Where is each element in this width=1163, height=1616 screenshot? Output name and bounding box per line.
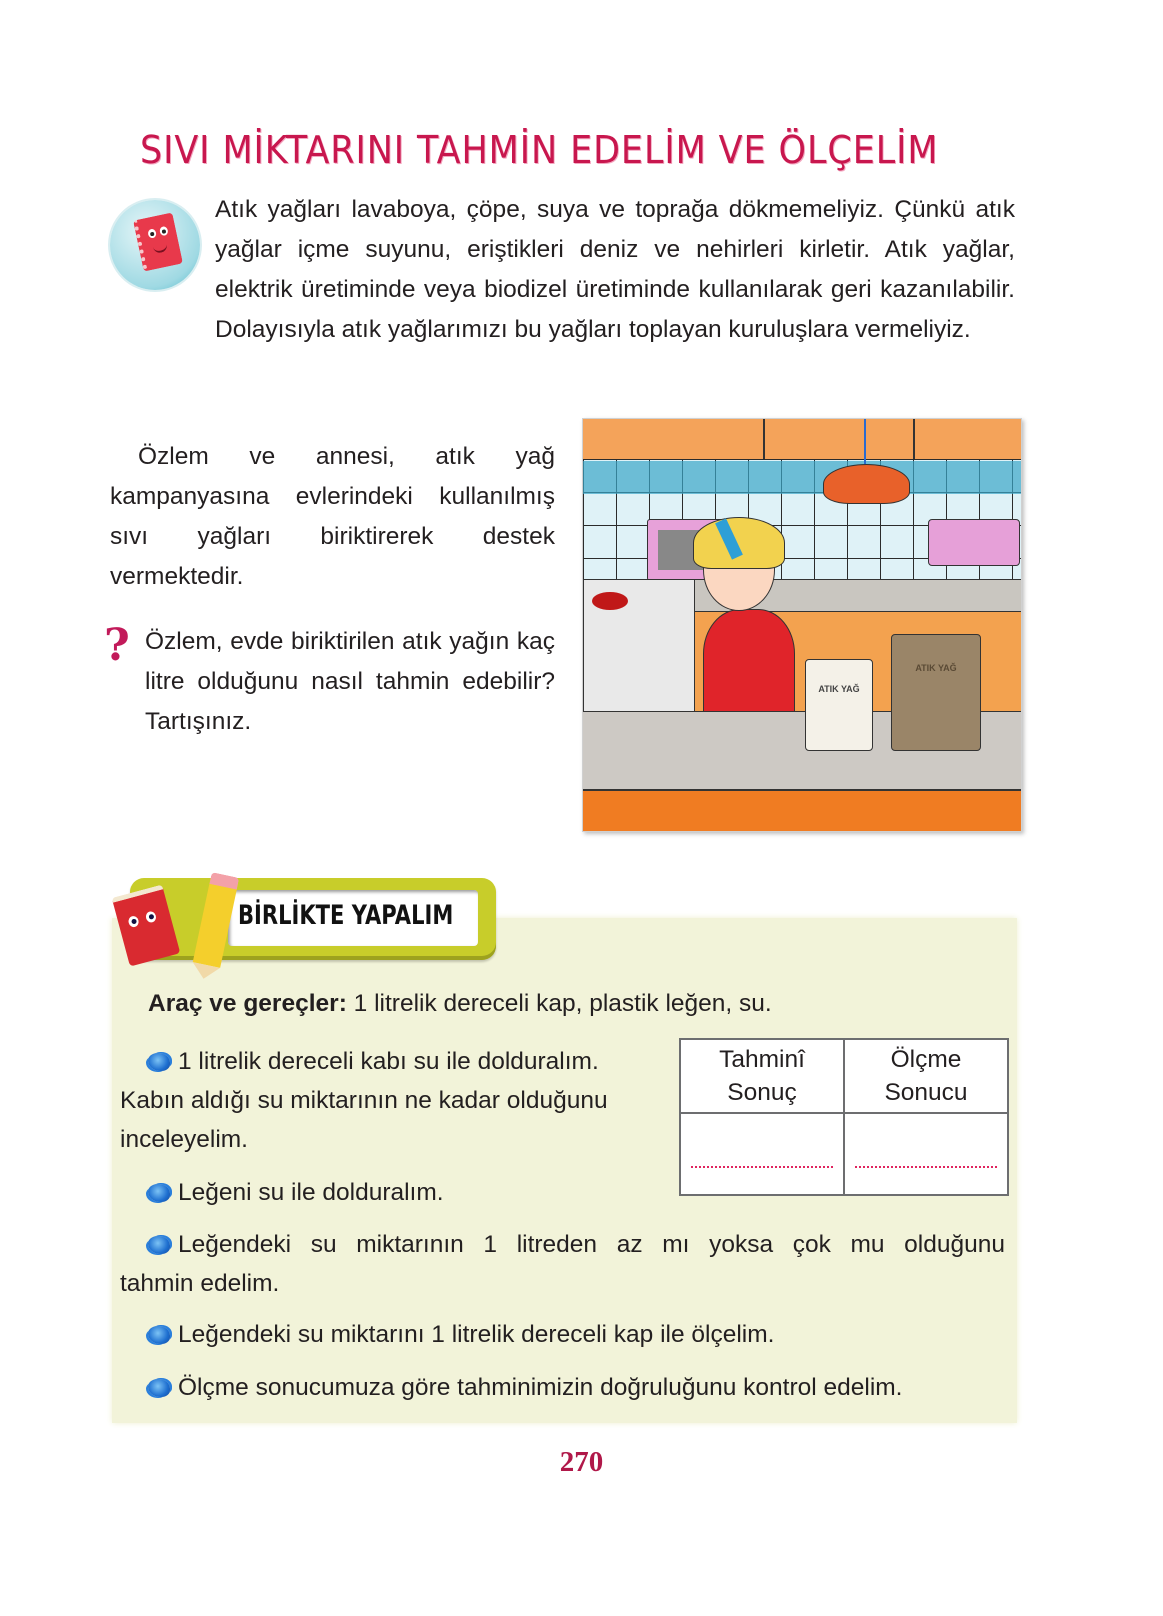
estimate-measure-table <box>679 1038 1009 1196</box>
step-1: 1 litrelik dereceli kabı su ile dolduralım. Kabın aldığı su miktarının ne kadar olduğunu inceleyelim. <box>120 1048 608 1153</box>
materials-label: Araç ve gereçler: <box>148 990 347 1017</box>
question-mark-icon: ? <box>104 620 130 671</box>
step-2: Leğeni su ile dolduralım. <box>148 1173 444 1212</box>
activity-banner <box>120 872 498 962</box>
notebook-mascot-icon <box>110 200 200 290</box>
step-3: Leğendeki su miktarının 1 litreden az mı yoksa çok mu olduğunu tahmin edelim. <box>120 1231 1005 1297</box>
header-estimate: Tahminî Sonuç <box>680 1039 844 1113</box>
notebook-character <box>133 212 183 271</box>
big-oil-can: ATIK YAĞ <box>891 634 981 751</box>
materials-text: 1 litrelik dereceli kap, plastik leğen, su. <box>346 990 772 1017</box>
blue-splash-bullet-icon <box>148 1184 170 1202</box>
story-text: Özlem ve annesi, atık yağ kampanyasına evlerindeki kullanılmış sıvı yağları biriktirerek destek vermektedir. <box>110 443 555 590</box>
stove <box>583 579 695 721</box>
toaster-oven <box>928 519 1020 566</box>
upper-cabinets <box>583 419 1021 461</box>
header-measurement: Ölçme Sonucu <box>844 1039 1008 1113</box>
page-title: SIVI MİKTARINI TAHMİN EDELİM VE ÖLÇELİM <box>140 128 939 172</box>
blue-splash-bullet-icon <box>148 1326 170 1344</box>
blue-splash-bullet-icon <box>148 1379 170 1397</box>
story-paragraph <box>110 437 555 597</box>
intro-paragraph: Atık yağları lavaboya, çöpe, suya ve toprağa dökmemeliyiz. Çünkü atık yağlar içme suyunu, eriştikleri deniz ve nehirleri kirletir. Atık yağlar, elektrik üretiminde veya biodizel üretiminde kullanılarak geri kazanılabilir. Dolayısıyla atık yağlarımızı bu yağları toplayan kuruluşlara vermeliyiz. <box>215 196 1015 343</box>
girl-figure <box>703 609 795 721</box>
step-4: Leğendeki su miktarını 1 litrelik dereceli kap ile ölçelim. <box>148 1315 774 1354</box>
blue-splash-bullet-icon <box>148 1053 170 1071</box>
ceiling-lamp <box>823 464 910 504</box>
materials-line <box>148 990 772 1018</box>
step-5: Ölçme sonucumuza göre tahminimizin doğruluğunu kontrol edelim. <box>148 1368 902 1407</box>
banner-label: BİRLİKTE YAPALIM <box>238 900 454 931</box>
discussion-question: Özlem, evde biriktirilen atık yağın kaç litre olduğunu nasıl tahmin edebilir? Tartışınız. <box>145 628 555 735</box>
estimate-answer-field[interactable] <box>680 1113 844 1195</box>
blue-splash-bullet-icon <box>148 1236 170 1254</box>
small-oil-can: ATIK YAĞ <box>805 659 873 751</box>
kitchen-illustration <box>582 418 1022 832</box>
measurement-answer-field[interactable] <box>844 1113 1008 1195</box>
page-number: 270 <box>559 1446 604 1478</box>
